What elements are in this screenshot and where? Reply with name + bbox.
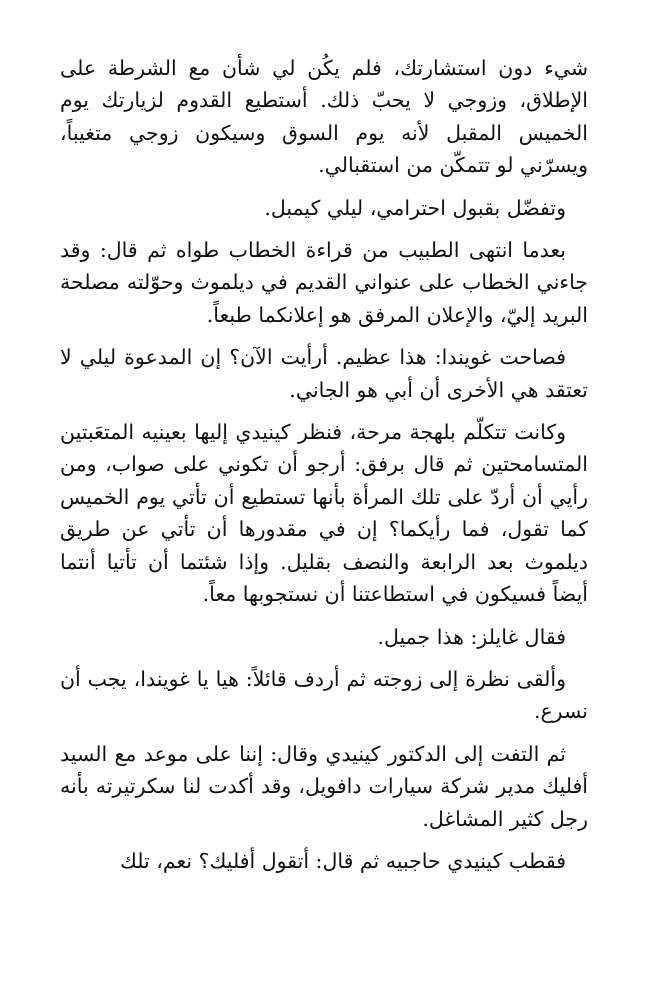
paragraph-8: ثم التفت إلى الدكتور كينيدي وقال: إننا على موعد مع السيد أفليك مدير شركة سيارات دافويل، وقد أكدت لنا سكرتيرته بأنه رجل كثير المشاغل. — [60, 741, 588, 831]
paragraph-7: وألقى نظرة إلى زوجته ثم أردف قائلاً: هيا يا غويندا، يجب أن نسرع. — [60, 666, 588, 724]
paragraph-5: وكانت تتكلّم بلهجة مرحة، فنظر كينيدي إليها بعينيه المتعَبتين المتسامحتين ثم قال برفق: أرجو أن تكوني على صواب، ومن رأيي أن أردّ على تلك المرأة بأنها تستطيع أن تأتي يوم الخميس كما تقول، فما رأيكما؟ إن في مقدورها أن تأتي عن طريق ديلموث بعد الرابعة والنصف بقليل. وإذا شئتما أن تأتيا أنتما أيضاً فسيكون في استطاعتنا أن نستجوبها معاً. — [60, 420, 588, 607]
paragraph-6: فقال غايلز: هذا جميل. — [377, 624, 566, 649]
paragraph-2: وتفضّل بقبول احترامي، ليلي كيمبل. — [264, 195, 566, 220]
paragraph-1: شيء دون استشارتك، فلم يكُن لي شأن مع الشرطة على الإطلاق، وزوجي لا يحبّ ذلك. أستطيع القدوم لزيارتك يوم الخميس المقبل لأنه يوم السوق وسيكون زوجي متغيباً، ويسرّني لو تتمكّن من استقبالي. — [60, 56, 588, 178]
paragraph-3: بعدما انتهى الطبيب من قراءة الخطاب طواه ثم قال: وقد جاءني الخطاب على عنواني القديم في ديلموث وحوّلته مصلحة البريد إليّ، والإعلان المرفق هو إعلانكما طبعاً. — [60, 238, 588, 327]
paragraph-4: فصاحت غويندا: هذا عظيم. أرأيت الآن؟ إن المدعوة ليلي لا تعتقد هي الأخرى أن أبي هو الجاني. — [60, 345, 588, 402]
paragraph-9: فقطب كينيدي حاجبيه ثم قال: أتقول أفليك؟ نعم، تلك — [119, 848, 566, 873]
book-page — [60, 52, 588, 887]
